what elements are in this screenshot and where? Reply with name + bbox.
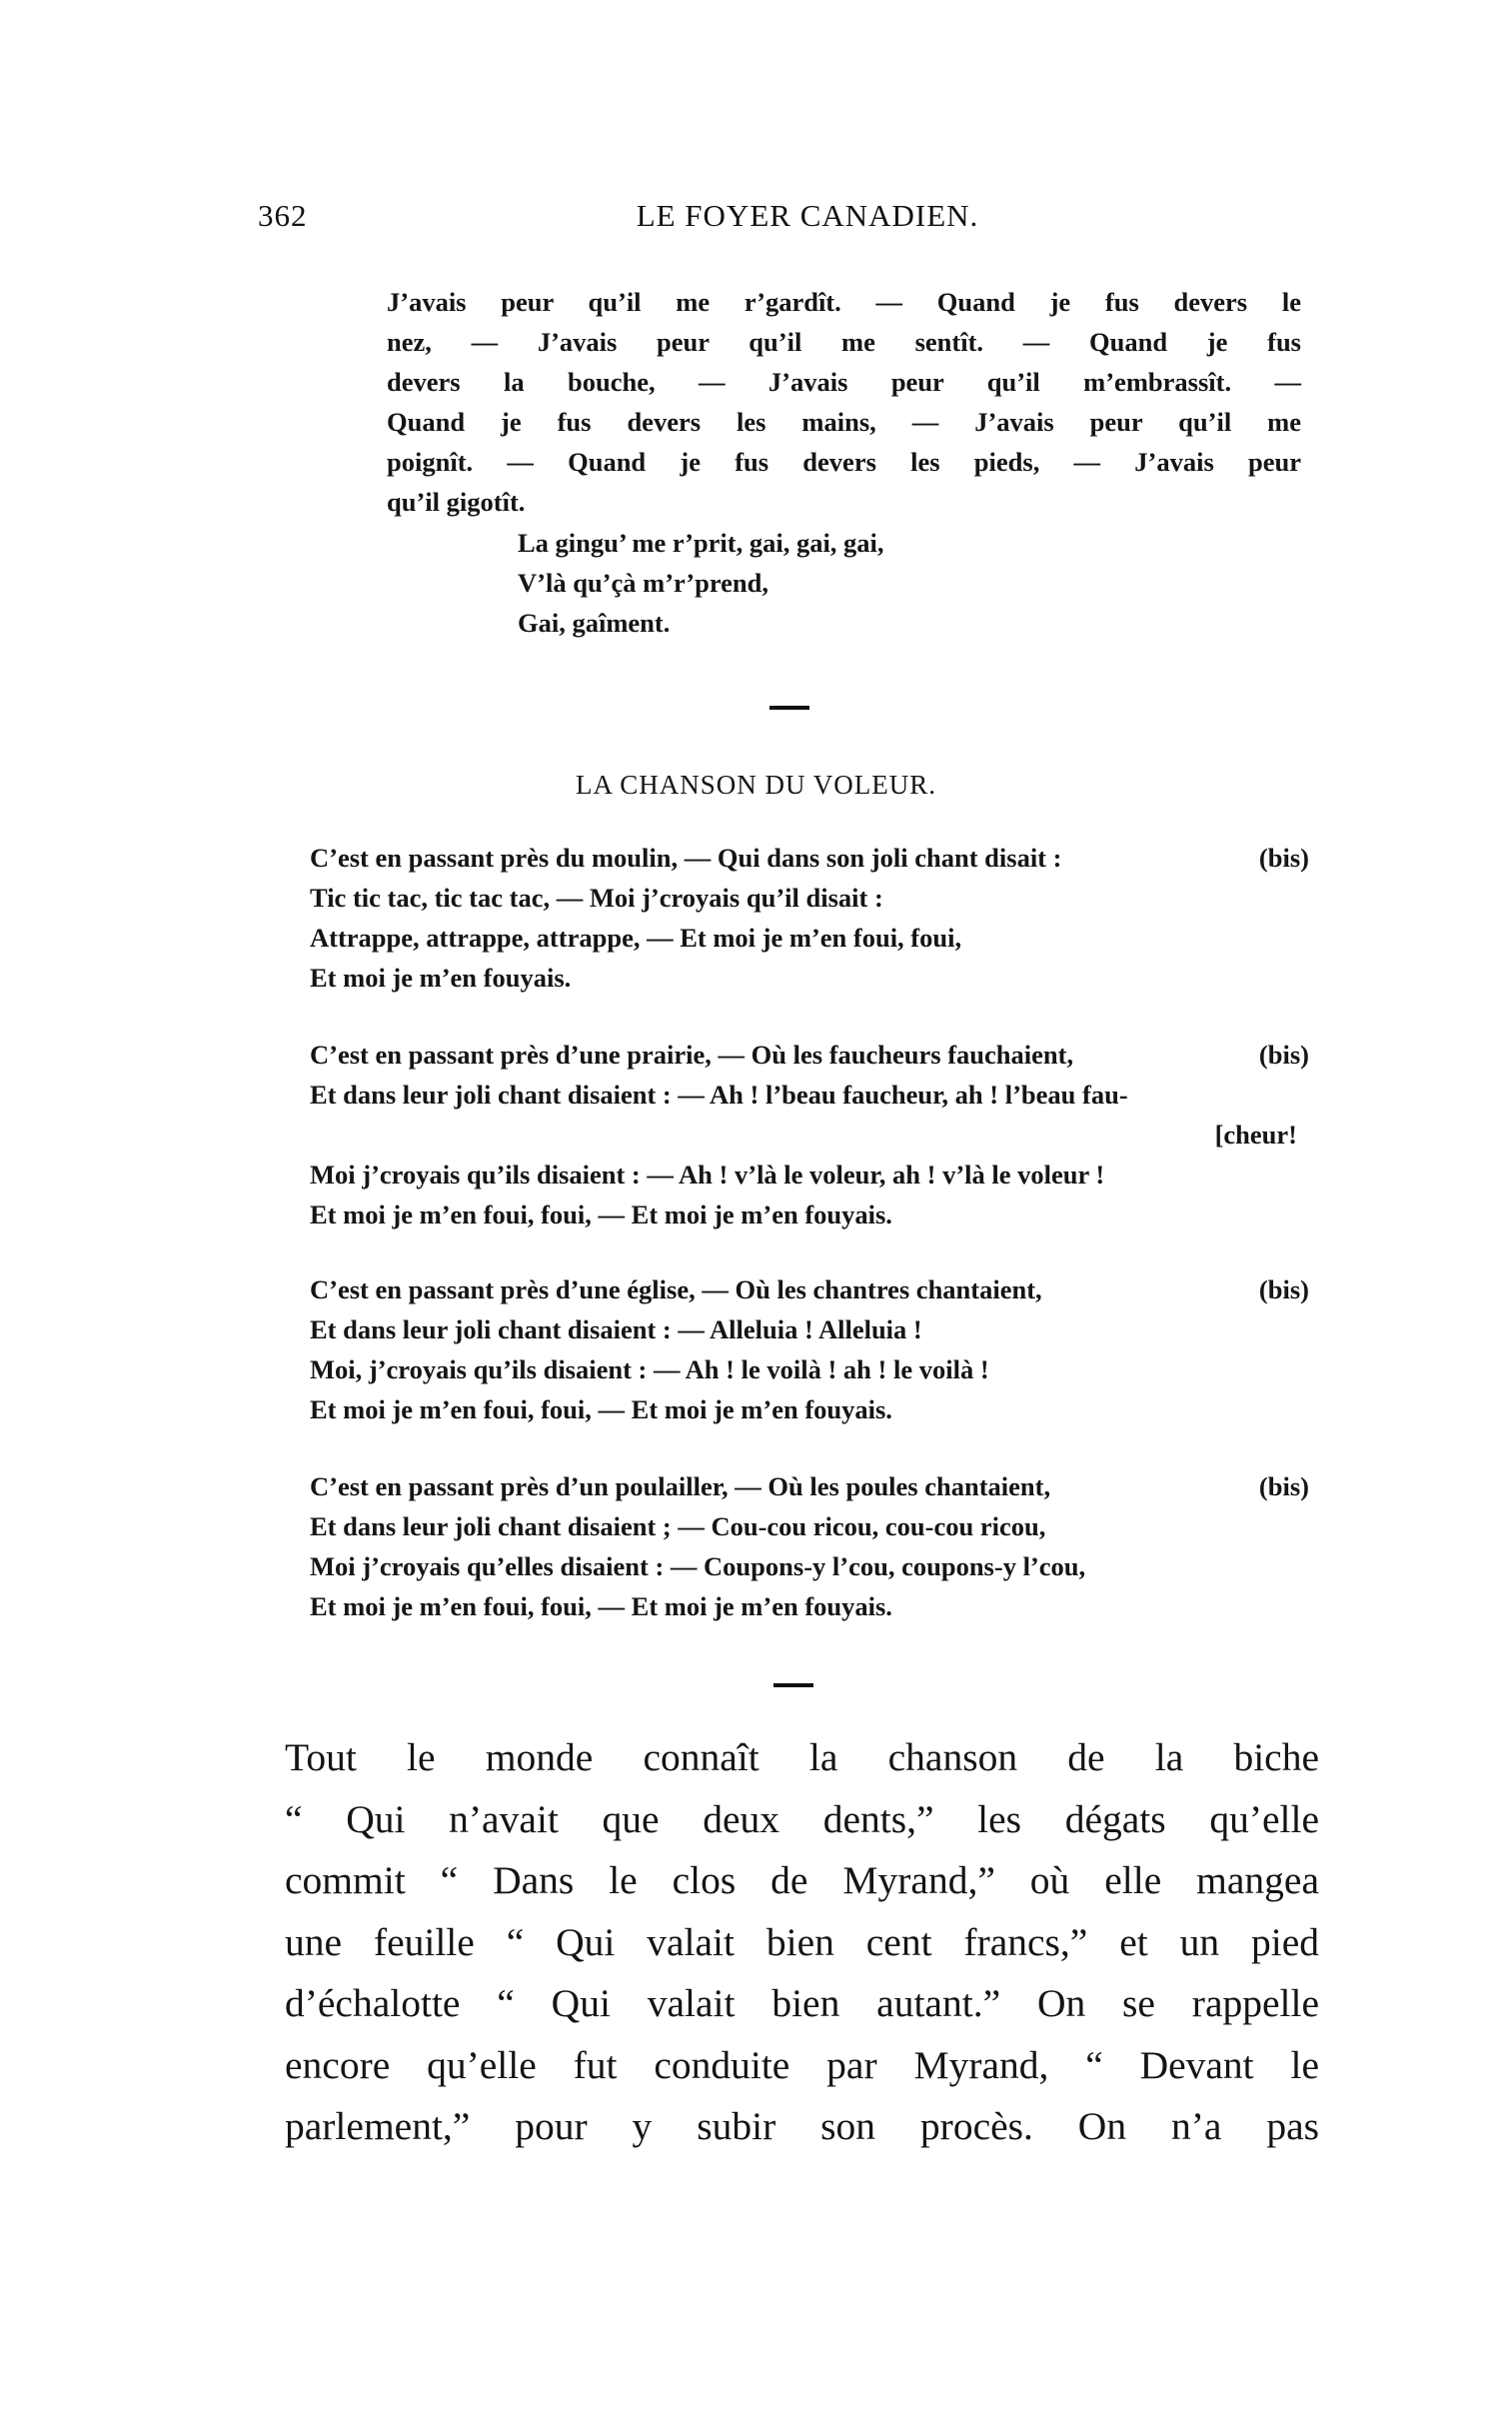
stanza-line	[310, 1466, 1309, 1506]
stanza-line-text: Attrappe, attrappe, attrappe, — Et moi je m’en foui, foui,	[310, 923, 962, 953]
bis-marker: (bis)	[1258, 1471, 1309, 1501]
stanza-line	[310, 918, 1309, 958]
refrain-line: Gai, gaîment.	[518, 608, 671, 638]
page-header	[258, 198, 1357, 238]
stanza-line	[310, 1506, 1309, 1546]
stanza	[310, 1269, 1309, 1429]
stanza-line-text: Tic tic tac, tic tac tac, — Moi j’croyais qu’il disait :	[310, 883, 883, 913]
stanza-line	[310, 1546, 1309, 1586]
prose-line: Quand je fus devers les mains, — J’avais peur qu’il me	[387, 407, 1301, 437]
section-divider	[769, 706, 809, 710]
refrain-line: La gingu’ me r’prit, gai, gai, gai,	[518, 528, 884, 558]
prose-line: J’avais peur qu’il me r’gardît. — Quand je fus devers le	[387, 287, 1301, 317]
song-title: LA CHANSON DU VOLEUR.	[575, 770, 937, 800]
stanza-line	[310, 1349, 1309, 1389]
stanza-line-text: Et moi je m’en foui, foui, — Et moi je m’en fouyais.	[310, 1200, 892, 1229]
stanza-line-text: [cheur!	[1214, 1120, 1297, 1150]
prose-line: nez, — J’avais peur qu’il me sentît. — Quand je fus	[387, 327, 1301, 357]
stanza	[310, 1466, 1309, 1626]
stanza	[310, 1035, 1309, 1234]
stanza-line	[310, 1155, 1309, 1195]
closing-line: une feuille “ Qui valait bien cent francs,” et un pied	[285, 1919, 1319, 1964]
stanza-line	[310, 1035, 1309, 1075]
stanza-line	[310, 958, 1309, 998]
stanza-line	[310, 1195, 1309, 1234]
closing-line: “ Qui n’avait que deux dents,” les dégats qu’elle	[285, 1796, 1319, 1841]
refrain	[518, 523, 884, 643]
stanza-line	[310, 1389, 1309, 1429]
stanza-line	[310, 1309, 1309, 1349]
stanza-line-continuation	[310, 1115, 1309, 1155]
stanza-line-text: Et moi je m’en foui, foui, — Et moi je m’en fouyais.	[310, 1394, 892, 1424]
closing-line: d’échalotte “ Qui valait bien autant.” On se rappelle	[285, 1981, 1319, 2025]
stanza-line	[310, 838, 1309, 878]
bis-marker: (bis)	[1258, 1274, 1309, 1304]
stanza-line-text: C’est en passant près d’une église, — Où les chantres chantaient,	[310, 1274, 1042, 1304]
prose-paragraph	[387, 282, 1301, 522]
running-head: LE FOYER CANADIEN.	[636, 198, 979, 233]
section-divider	[773, 1683, 813, 1687]
stanza-line-text: C’est en passant près du moulin, — Qui dans son joli chant disait :	[310, 843, 1062, 873]
stanza-line-text: Et moi je m’en fouyais.	[310, 963, 572, 993]
stanza-line	[310, 1075, 1309, 1115]
bis-marker: (bis)	[1258, 1040, 1309, 1070]
stanza-line-text: Moi j’croyais qu’elles disaient : — Coupons-y l’cou, coupons-y l’cou,	[310, 1551, 1086, 1581]
stanza	[310, 838, 1309, 998]
stanza-line-text: Et dans leur joli chant disaient : — Ah ! l’beau faucheur, ah ! l’beau fau-	[310, 1080, 1128, 1110]
closing-line: Tout le monde connaît la chanson de la biche	[285, 1735, 1319, 1779]
stanza-line-text: C’est en passant près d’une prairie, — Où les faucheurs fauchaient,	[310, 1040, 1074, 1070]
closing-line: commit “ Dans le clos de Myrand,” où elle mangea	[285, 1858, 1319, 1902]
stanza-line-text: C’est en passant près d’un poulailler, — Où les poules chantaient,	[310, 1471, 1051, 1501]
page-number: 362	[258, 198, 308, 233]
stanza-line-text: Et moi je m’en foui, foui, — Et moi je m’en fouyais.	[310, 1591, 892, 1621]
stanza-line-text: Moi, j’croyais qu’ils disaient : — Ah ! le voilà ! ah ! le voilà !	[310, 1354, 989, 1384]
stanza-line	[310, 1269, 1309, 1309]
prose-line: poignît. — Quand je fus devers les pieds, — J’avais peur	[387, 447, 1301, 477]
stanza-line	[310, 1586, 1309, 1626]
closing-paragraph	[285, 1727, 1319, 2158]
stanza-line-text: Et dans leur joli chant disaient : — Alleluia ! Alleluia !	[310, 1314, 922, 1344]
stanza-line	[310, 878, 1309, 918]
stanza-line-text: Et dans leur joli chant disaient ; — Cou-cou ricou, cou-cou ricou,	[310, 1511, 1046, 1541]
prose-line: devers la bouche, — J’avais peur qu’il m’embrassît. —	[387, 367, 1301, 397]
bis-marker: (bis)	[1258, 843, 1309, 873]
prose-line: qu’il gigotît.	[387, 487, 526, 517]
refrain-line: V’là qu’çà m’r’prend,	[518, 568, 768, 598]
stanza-line-text: Moi j’croyais qu’ils disaient : — Ah ! v’là le voleur, ah ! v’là le voleur !	[310, 1160, 1105, 1190]
closing-line: parlement,” pour y subir son procès. On n’a pas	[285, 2104, 1319, 2148]
closing-line: encore qu’elle fut conduite par Myrand, “ Devant le	[285, 2042, 1319, 2087]
